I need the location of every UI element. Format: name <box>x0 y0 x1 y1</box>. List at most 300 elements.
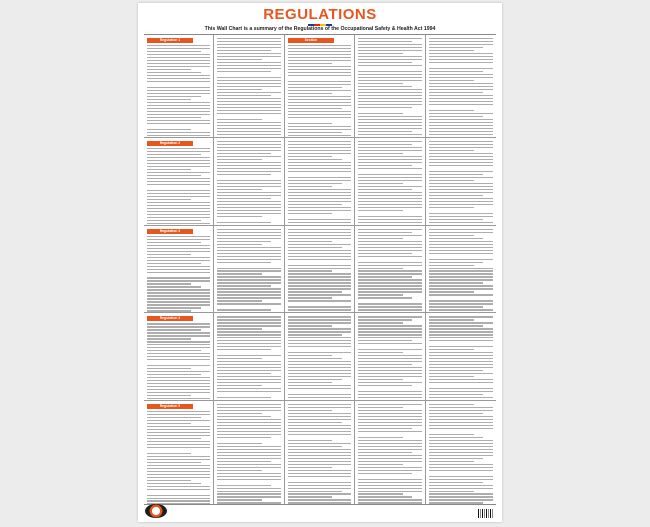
text-line <box>217 437 271 438</box>
text-line <box>358 397 421 398</box>
text-line <box>147 459 210 460</box>
text-line <box>358 210 402 211</box>
text-line <box>358 38 421 39</box>
text-line <box>288 162 351 163</box>
text-line <box>217 334 280 335</box>
text-line <box>288 123 332 124</box>
text-line <box>217 186 280 187</box>
text-line <box>147 417 201 418</box>
text-line <box>147 500 210 501</box>
text-line <box>147 380 210 381</box>
poster-title: REGULATIONS <box>263 6 377 23</box>
text-line <box>217 216 261 217</box>
text-line <box>217 316 280 317</box>
text-line <box>217 397 271 398</box>
text-line <box>217 491 280 492</box>
text-line <box>147 289 210 290</box>
text-line <box>358 404 421 405</box>
text-line <box>429 349 474 350</box>
text-line <box>358 165 412 166</box>
text-line <box>429 340 493 341</box>
text-line <box>429 192 493 193</box>
text-line <box>358 452 412 453</box>
text-line <box>358 499 421 500</box>
text-line <box>429 98 493 99</box>
text-line <box>217 410 280 411</box>
text-line <box>147 495 210 496</box>
text-line <box>358 458 421 459</box>
text-line <box>217 77 280 78</box>
text-line <box>147 453 191 454</box>
text-line <box>358 455 421 456</box>
text-line <box>147 266 210 267</box>
text-line <box>147 329 201 330</box>
text-line <box>429 83 493 84</box>
text-line <box>288 502 351 503</box>
text-line <box>429 50 474 51</box>
text-line <box>358 379 402 380</box>
text-line <box>358 464 402 465</box>
text-line <box>358 44 421 45</box>
text-line <box>217 288 280 289</box>
text-line <box>217 364 280 365</box>
text-line <box>217 128 280 129</box>
text-line <box>288 407 351 408</box>
text-line <box>288 198 351 199</box>
text-line <box>288 322 351 323</box>
text-line <box>147 310 191 311</box>
text-line <box>217 419 280 420</box>
text-line <box>358 449 421 450</box>
text-line <box>147 326 210 327</box>
text-line <box>358 328 421 329</box>
text-line <box>358 358 421 359</box>
text-line <box>429 47 484 48</box>
text-line <box>429 288 493 289</box>
text-line <box>217 461 271 462</box>
text-line <box>147 251 210 252</box>
text-line <box>358 41 412 42</box>
text-line <box>147 148 210 149</box>
text-line <box>147 338 191 339</box>
text-line <box>288 75 351 76</box>
text-line <box>429 300 493 301</box>
text-line <box>429 373 493 374</box>
text-line <box>288 256 351 257</box>
text-line <box>217 355 280 356</box>
text-line <box>429 253 493 254</box>
text-line <box>147 301 210 302</box>
text-line <box>288 461 351 462</box>
text-line <box>147 356 210 357</box>
text-line <box>147 175 201 176</box>
text-line <box>147 447 210 448</box>
text-line <box>358 244 421 245</box>
text-line <box>217 499 261 500</box>
text-line <box>147 371 210 372</box>
regulation-cell-r1-c2 <box>285 138 355 226</box>
text-line <box>358 288 421 289</box>
text-line <box>429 56 493 57</box>
text-line <box>429 467 493 468</box>
text-line <box>288 153 351 154</box>
text-line <box>217 131 280 132</box>
text-line <box>147 441 210 442</box>
text-line <box>217 428 280 429</box>
text-line <box>288 108 342 109</box>
text-line <box>288 309 351 310</box>
text-line <box>288 340 351 341</box>
text-line <box>147 480 191 481</box>
text-line <box>217 210 280 211</box>
text-line <box>147 129 191 130</box>
text-line <box>288 244 351 245</box>
text-line <box>217 431 280 432</box>
text-line <box>288 192 351 193</box>
text-line <box>147 248 210 249</box>
text-line <box>358 391 421 392</box>
text-line <box>147 260 210 261</box>
text-line <box>429 479 493 480</box>
text-line <box>217 434 280 435</box>
text-line <box>147 350 201 351</box>
text-line <box>288 219 351 220</box>
text-line <box>429 134 493 135</box>
text-line <box>147 414 210 415</box>
text-line <box>429 153 493 154</box>
text-line <box>288 482 351 483</box>
text-line <box>288 66 351 67</box>
text-line <box>288 279 351 280</box>
text-line <box>147 96 201 97</box>
text-line <box>429 162 493 163</box>
text-line <box>358 131 412 132</box>
text-line <box>358 316 421 317</box>
text-line <box>358 440 421 441</box>
text-line <box>147 45 210 46</box>
text-line <box>429 334 493 335</box>
text-line <box>217 282 280 283</box>
text-line <box>429 410 493 411</box>
text-line <box>358 216 421 217</box>
text-line <box>288 376 351 377</box>
text-line <box>429 116 484 117</box>
text-line <box>217 485 271 486</box>
text-line <box>288 232 351 233</box>
text-line <box>358 422 421 423</box>
text-line <box>217 285 271 286</box>
text-line <box>288 51 351 52</box>
text-line <box>358 89 421 90</box>
text-line <box>429 491 474 492</box>
text-line <box>358 92 421 93</box>
text-line <box>358 107 412 108</box>
text-line <box>288 282 351 283</box>
text-line <box>429 294 493 295</box>
text-line <box>217 319 280 320</box>
text-line <box>358 113 402 114</box>
text-line <box>147 272 210 273</box>
text-line <box>288 294 351 295</box>
text-line <box>358 122 421 123</box>
text-line <box>358 125 421 126</box>
text-line <box>217 98 280 99</box>
regulation-cell-r1-c0 <box>144 138 214 226</box>
text-line <box>288 273 351 274</box>
text-line <box>217 92 280 93</box>
text-line <box>147 365 210 366</box>
text-line <box>217 125 280 126</box>
text-line <box>147 277 210 278</box>
text-line <box>358 192 421 193</box>
text-line <box>288 60 351 61</box>
text-line <box>288 189 351 190</box>
text-line <box>217 107 280 108</box>
text-line <box>147 90 210 91</box>
text-line <box>147 181 210 182</box>
text-line <box>358 493 402 494</box>
text-line <box>147 93 210 94</box>
regulation-cell-r2-c3 <box>355 226 425 314</box>
text-line <box>217 71 271 72</box>
text-line <box>147 169 191 170</box>
text-line <box>429 122 493 123</box>
text-line <box>147 99 191 100</box>
text-line <box>147 411 210 412</box>
text-line <box>147 57 210 58</box>
text-line <box>147 295 210 296</box>
text-line <box>147 199 191 200</box>
text-line <box>358 297 412 298</box>
text-line <box>429 68 493 69</box>
text-line <box>358 134 421 135</box>
text-line <box>429 244 493 245</box>
regulation-cell-r0-c4 <box>426 35 496 138</box>
text-line <box>147 483 201 484</box>
text-line <box>429 370 484 371</box>
text-line <box>147 435 210 436</box>
text-line <box>288 493 351 494</box>
text-line <box>147 87 210 88</box>
text-line <box>217 479 280 480</box>
text-line <box>358 241 421 242</box>
text-line <box>429 171 493 172</box>
text-line <box>217 376 280 377</box>
text-line <box>217 473 280 474</box>
text-line <box>288 491 342 492</box>
text-line <box>147 166 210 167</box>
text-line <box>358 180 421 181</box>
text-line <box>358 268 402 269</box>
text-line <box>217 340 280 341</box>
text-line <box>429 38 493 39</box>
text-line <box>147 239 210 240</box>
text-line <box>288 213 332 214</box>
section-header: Regulation 5 <box>147 404 193 409</box>
text-line <box>358 385 412 386</box>
text-line <box>358 416 421 417</box>
text-line <box>429 219 484 220</box>
text-line <box>358 174 421 175</box>
text-line <box>147 105 210 106</box>
text-line <box>429 77 493 78</box>
text-line <box>429 331 493 332</box>
text-line <box>288 48 351 49</box>
text-line <box>429 265 474 266</box>
text-line <box>288 452 351 453</box>
text-line <box>429 388 493 389</box>
text-line <box>147 63 210 64</box>
text-line <box>429 285 493 286</box>
text-line <box>288 276 351 277</box>
regulation-cell-r2-c0 <box>144 226 214 314</box>
text-line <box>429 232 493 233</box>
text-line <box>288 72 351 73</box>
text-line <box>147 242 201 243</box>
text-line <box>217 195 280 196</box>
text-line <box>288 343 351 344</box>
text-line <box>429 346 493 347</box>
regulation-cell-r1-c1 <box>214 138 284 226</box>
text-line <box>429 461 474 462</box>
text-line <box>288 470 351 471</box>
text-line <box>288 496 332 497</box>
text-line <box>358 479 421 480</box>
text-line <box>429 493 493 494</box>
text-line <box>288 171 351 172</box>
text-line <box>358 98 421 99</box>
text-line <box>288 328 351 329</box>
text-line <box>429 131 493 132</box>
text-line <box>288 370 351 371</box>
text-line <box>429 74 493 75</box>
text-line <box>429 455 493 456</box>
text-line <box>429 276 493 277</box>
section-header: Regulation 2 <box>147 141 193 146</box>
regulations-poster <box>138 3 502 522</box>
text-line <box>147 374 201 375</box>
text-line <box>147 269 210 270</box>
text-line <box>217 253 280 254</box>
text-line <box>147 263 201 264</box>
text-line <box>429 71 484 72</box>
text-line <box>358 502 421 503</box>
text-line <box>358 65 421 66</box>
text-line <box>147 423 191 424</box>
text-line <box>358 428 412 429</box>
text-line <box>147 66 210 67</box>
text-line <box>217 476 280 477</box>
text-line <box>429 502 484 503</box>
text-line <box>288 458 351 459</box>
text-line <box>217 449 280 450</box>
text-line <box>147 223 210 224</box>
text-line <box>147 392 210 393</box>
text-line <box>429 119 493 120</box>
text-line <box>358 207 421 208</box>
text-line <box>358 116 421 117</box>
text-line <box>147 117 201 118</box>
text-line <box>429 89 493 90</box>
text-line <box>358 355 421 356</box>
text-line <box>358 496 412 497</box>
text-line <box>429 62 493 63</box>
text-line <box>147 280 210 281</box>
text-line <box>429 198 493 199</box>
text-line <box>217 162 280 163</box>
text-line <box>358 491 421 492</box>
text-line <box>429 428 493 429</box>
text-line <box>217 502 280 503</box>
text-line <box>358 325 421 326</box>
text-line <box>147 214 210 215</box>
text-line <box>358 119 421 120</box>
text-line <box>288 388 351 389</box>
text-line <box>358 83 402 84</box>
text-line <box>358 334 421 335</box>
text-line <box>217 343 280 344</box>
text-line <box>147 426 210 427</box>
text-line <box>288 476 351 477</box>
regulation-cell-r2-c4 <box>426 226 496 314</box>
text-line <box>288 382 332 383</box>
text-line <box>147 283 191 284</box>
text-line <box>217 425 280 426</box>
text-line <box>358 162 421 163</box>
text-line <box>147 368 191 369</box>
text-line <box>429 291 474 292</box>
text-line <box>217 144 280 145</box>
text-line <box>288 235 351 236</box>
text-line <box>358 370 421 371</box>
text-line <box>217 174 271 175</box>
text-line <box>358 262 421 263</box>
text-line <box>288 316 351 317</box>
text-line <box>288 440 332 441</box>
text-line <box>358 74 421 75</box>
text-line <box>217 104 280 105</box>
regulation-cell-r4-c0 <box>144 401 214 504</box>
text-line <box>358 425 421 426</box>
text-line <box>288 367 351 368</box>
text-line <box>288 177 351 178</box>
text-line <box>217 86 280 87</box>
text-line <box>429 273 493 274</box>
text-line <box>429 235 474 236</box>
text-line <box>288 431 351 432</box>
text-line <box>147 172 210 173</box>
text-line <box>429 229 493 230</box>
text-line <box>358 488 421 489</box>
text-line <box>358 419 421 420</box>
regulation-cell-r4-c1 <box>214 401 284 504</box>
text-line <box>429 92 484 93</box>
text-line <box>147 444 210 445</box>
text-line <box>288 443 351 444</box>
text-line <box>358 319 412 320</box>
text-line <box>288 449 351 450</box>
text-line <box>429 470 493 471</box>
text-line <box>358 437 402 438</box>
section-header: Regulation 4 <box>147 316 193 321</box>
text-line <box>217 192 280 193</box>
text-line <box>217 259 280 260</box>
text-line <box>288 117 351 118</box>
text-line <box>429 128 493 129</box>
text-line <box>358 410 421 411</box>
text-line <box>147 486 210 487</box>
text-line <box>147 193 210 194</box>
